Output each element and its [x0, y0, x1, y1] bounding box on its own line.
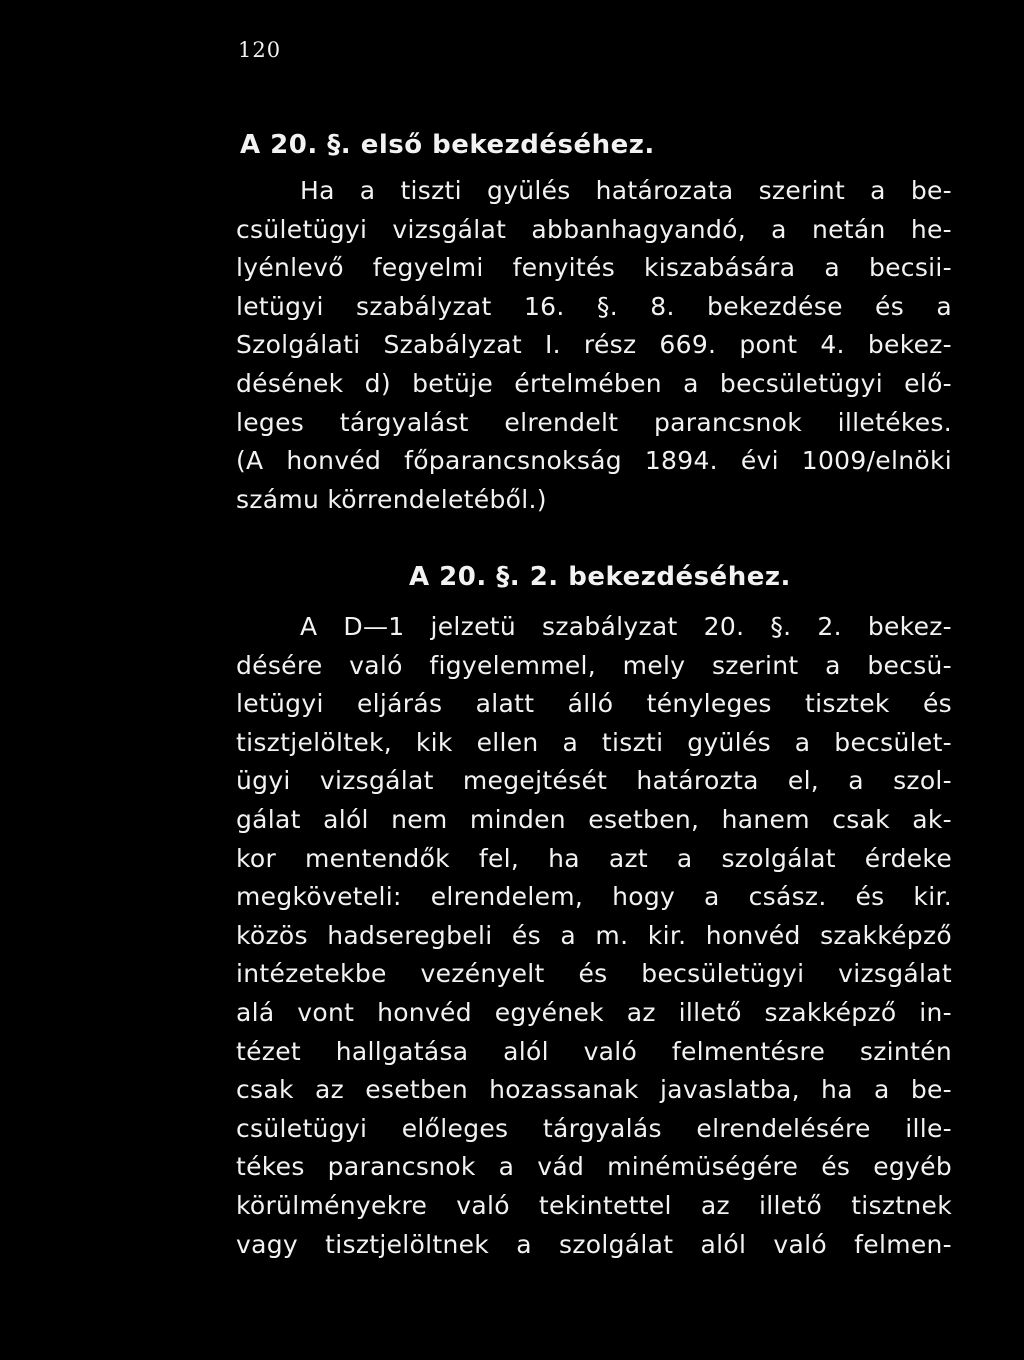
paragraph-2	[236, 608, 952, 1264]
text-line: letügyi eljárás alatt álló tényleges tisztek és	[236, 689, 952, 719]
text-line: kor mentendők fel, ha azt a szolgálat érdeke	[236, 843, 952, 873]
text-line: letügyi szabályzat 16. §. 8. bekezdése és a	[236, 291, 952, 321]
text-line: tékes parancsnok a vád minémüségére és egyéb	[236, 1152, 952, 1182]
text-line: számu körrendeletéből.)	[236, 484, 547, 514]
text-line: vagy tisztjelöltnek a szolgálat alól való felmen-	[236, 1229, 952, 1259]
text-line: intézetekbe vezényelt és becsületügyi vizsgálat	[236, 959, 952, 989]
text-line: körülményekre való tekintettel az illető tisztnek	[236, 1190, 952, 1220]
text-line: (A honvéd főparancsnokság 1894. évi 1009/elnöki	[236, 446, 952, 476]
page-number: 120	[238, 38, 282, 62]
text-line: gálat alól nem minden esetben, hanem csak ak-	[236, 804, 952, 834]
text-line: désére való figyelemmel, mely szerint a becsü-	[236, 650, 952, 680]
text-line: csak az esetben hozassanak javaslatba, ha a be-	[236, 1075, 952, 1105]
text-line: megköveteli: elrendelem, hogy a csász. és kir.	[236, 882, 952, 912]
text-line: leges tárgyalást elrendelt parancsnok illetékes.	[236, 407, 952, 437]
text-line: Szolgálati Szabályzat I. rész 669. pont 4. bekez-	[236, 330, 952, 360]
text-line: alá vont honvéd egyének az illető szakképző in-	[236, 997, 952, 1027]
text-line: csületügyi vizsgálat abbanhagyandó, a netán he-	[236, 214, 952, 244]
text-line: csületügyi előleges tárgyalás elrendelésére ille-	[236, 1113, 952, 1143]
text-line: ügyi vizsgálat megejtését határozta el, a szol-	[236, 766, 952, 796]
text-line: lyénlevő fegyelmi fenyités kiszabására a becsii-	[236, 253, 952, 283]
text-line: tézet hallgatása alól való felmentésre szintén	[236, 1036, 952, 1066]
text-line: tisztjelöltek, kik ellen a tiszti gyülés a becsület-	[236, 727, 952, 757]
section-heading-2: A 20. §. 2. bekezdéséhez.	[409, 562, 791, 592]
text-line: közös hadseregbeli és a m. kir. honvéd szakképző	[236, 920, 952, 950]
section-heading-1: A 20. §. első bekezdéséhez.	[240, 130, 655, 160]
paragraph-1	[236, 172, 952, 519]
text-line: A D—1 jelzetü szabályzat 20. §. 2. bekez-	[300, 612, 952, 641]
text-line: désének d) betüje értelmében a becsületügyi elő-	[236, 368, 952, 398]
text-line: Ha a tiszti gyülés határozata szerint a be-	[300, 176, 952, 205]
